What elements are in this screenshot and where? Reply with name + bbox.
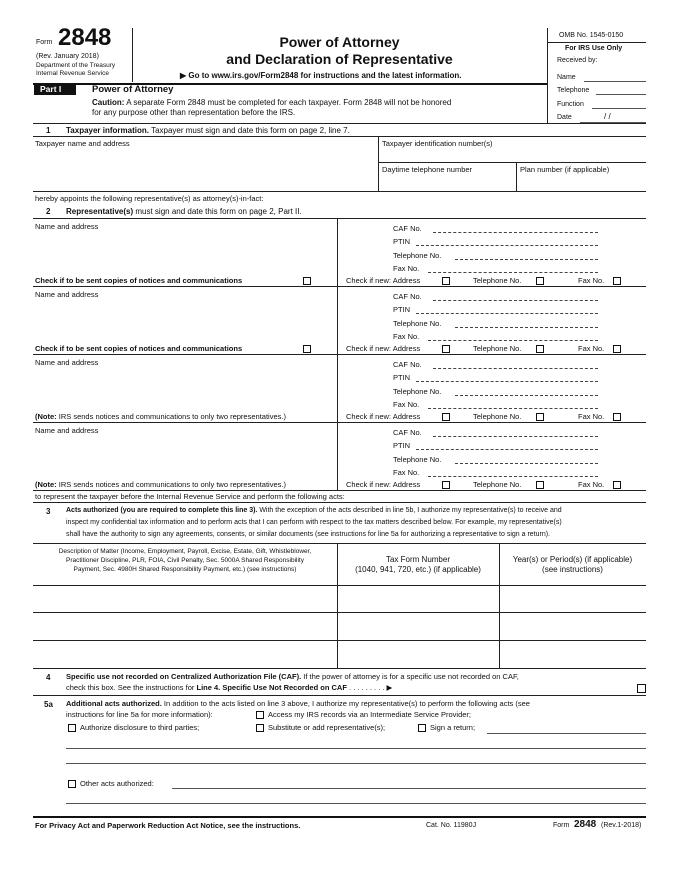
part-title: Power of Attorney [92,84,174,95]
other-acts-line-2[interactable] [66,803,646,804]
line5a-text2: instructions for line 5a for more information): [66,710,213,719]
rep4-new-fax-label: Fax No. [578,480,605,489]
catalog-number: Cat. No. 11980J [426,822,477,829]
daytime-phone-label: Daytime telephone number [382,165,473,174]
col-description-l1: Description of Matter (Income, Employment, Payroll, Excise, Estate, Gift, Whistleblower, [58,548,312,555]
rep2-telephone-field[interactable] [455,327,598,328]
rep1-new-fax-checkbox[interactable] [613,277,621,285]
rep1-name-address-label: Name and address [35,222,99,231]
rep1-new-tel-label: Telephone No. [473,276,522,285]
col-description-l2: Practitioner Discipline, PLR, FOIA, Civil Penalty, Sec. 5000A Shared Responsibility [66,557,304,564]
rep4-fax-label: Fax No. [393,468,420,477]
col-tax-form-l1: Tax Form Number [385,555,450,564]
rep3-new-tel-label: Telephone No. [473,412,522,421]
rep1-fax-label: Fax No. [393,264,420,273]
rep3-name-address-label: Name and address [35,358,99,367]
rep2-name-address-label: Name and address [35,290,99,299]
col-years-l1: Year(s) or Period(s) (if applicable) [512,555,633,564]
rep1-telephone-field[interactable] [455,259,598,260]
rep3-new-address-checkbox[interactable] [442,413,450,421]
omb-number: OMB No. 1545-0150 [559,32,624,39]
rep4-check-new-label: Check if new: Address [346,480,421,489]
irs-date-label: Date [557,114,572,121]
form-title-line1: Power of Attorney [279,34,400,50]
rep2-caf-field[interactable] [433,300,598,301]
rep2-new-address-checkbox[interactable] [442,345,450,353]
line4-number: 4 [46,673,51,682]
rep3-caf-label: CAF No. [393,360,422,369]
other-acts-field[interactable] [172,788,646,789]
rep4-new-tel-label: Telephone No. [473,480,522,489]
sign-return-label: Sign a return; [430,723,476,732]
rep3-new-tel-checkbox[interactable] [536,413,544,421]
table-row[interactable] [34,586,646,612]
rep2-copies-checkbox[interactable] [303,345,311,353]
line2-heading: Representative(s) must sign and date this form on page 2, Part II. [66,207,302,216]
line4-specific-use-checkbox[interactable] [637,684,646,693]
rep3-new-fax-checkbox[interactable] [613,413,621,421]
rep4-caf-field[interactable] [433,436,598,437]
irs-telephone-field[interactable] [596,94,646,95]
rep1-fax-field[interactable] [428,272,598,273]
col-description-l3: Payment, Sec. 4980H Shared Responsibility Payment, etc.) (see instructions) [73,566,297,573]
form-label: Form [36,39,53,46]
rep3-telephone-label: Telephone No. [393,387,442,396]
footer-revision: (Rev.1-2018) [601,822,642,829]
rep1-copies-checkbox[interactable] [303,277,311,285]
agency: Internal Revenue Service [36,70,109,77]
rep2-new-fax-checkbox[interactable] [613,345,621,353]
line2-number: 2 [46,207,51,216]
footer-form-label: Form [553,822,570,829]
rep4-ptin-label: PTIN [393,441,411,450]
caution-line1: Caution: A separate Form 2848 must be completed for each taxpayer. Form 2848 will not be honored [92,98,452,107]
revision-date: (Rev. January 2018) [36,53,99,60]
table-row[interactable] [34,613,646,639]
line1-heading: Taxpayer information. Taxpayer must sign and date this form on page 2, line 7. [66,126,350,135]
rep4-new-address-checkbox[interactable] [442,481,450,489]
rep2-ptin-label: PTIN [393,305,411,314]
plan-number-label: Plan number (if applicable) [520,165,610,174]
taxpayer-tin-label: Taxpayer identification number(s) [382,139,493,148]
substitute-rep-checkbox[interactable] [256,724,264,732]
rep2-new-tel-checkbox[interactable] [536,345,544,353]
access-records-label: Access my IRS records via an Intermediate Service Provider; [268,710,471,719]
rep1-caf-label: CAF No. [393,224,422,233]
rep3-note: (Note: IRS sends notices and communications to only two representatives.) [35,412,286,421]
rep2-new-tel-label: Telephone No. [473,344,522,353]
sign-return-field[interactable] [487,733,646,734]
rep1-ptin-field[interactable] [416,245,598,246]
rep1-check-new-label: Check if new: Address [346,276,421,285]
rep1-caf-field[interactable] [433,232,598,233]
irs-function-label: Function [557,101,584,108]
rep4-name-address-label: Name and address [35,426,99,435]
authorize-disclosure-checkbox[interactable] [68,724,76,732]
taxpayer-name-address-label: Taxpayer name and address [35,139,130,148]
rep4-caf-label: CAF No. [393,428,422,437]
line3-text3: shall have the authority to sign any agreements, consents, or similar documents (see instructions for line 5a for authorizing a representative to sign a return). [66,531,551,538]
rep4-new-fax-checkbox[interactable] [613,481,621,489]
rep2-telephone-label: Telephone No. [393,319,442,328]
instructions-link[interactable]: ▶ Go to www.irs.gov/Form2848 for instructions and the latest information. [180,71,462,80]
form-number: 2848 [58,24,112,51]
line3-number: 3 [46,507,51,516]
rep1-new-tel-checkbox[interactable] [536,277,544,285]
irs-date-slashes: / / [604,112,611,121]
rep3-ptin-label: PTIN [393,373,411,382]
rep2-check-new-label: Check if new: Address [346,344,421,353]
footer-form-number: 2848 [574,819,597,830]
appoints-text: hereby appoints the following representative(s) as attorney(s)-in-fact: [35,194,264,203]
col-tax-form-l2: (1040, 941, 720, etc.) (if applicable) [355,565,481,574]
rep1-ptin-label: PTIN [393,237,411,246]
rep1-telephone-label: Telephone No. [393,251,442,260]
rep4-telephone-field[interactable] [455,463,598,464]
irs-use-only: For IRS Use Only [565,45,623,52]
line1-number: 1 [46,126,51,135]
authorize-disclosure-label: Authorize disclosure to third parties; [80,723,200,732]
rep2-check-copies-label: Check if to be sent copies of notices and communications [35,344,243,353]
rep3-fax-field[interactable] [428,408,598,409]
rep2-fax-label: Fax No. [393,332,420,341]
privacy-notice: For Privacy Act and Paperwork Reduction Act Notice, see the instructions. [35,821,301,830]
line5a-number: 5a [44,700,53,709]
rep3-telephone-field[interactable] [455,395,598,396]
rep1-check-copies-label: Check if to be sent copies of notices and communications [35,276,243,285]
rep4-note: (Note: IRS sends notices and communications to only two representatives.) [35,480,286,489]
line4-text1: Specific use not recorded on Centralized Authorization File (CAF). If the power of attorney is for a specific use not recorded on CAF, [66,672,519,681]
rep2-fax-field[interactable] [428,340,598,341]
irs-function-field[interactable] [592,108,646,109]
sign-return-checkbox[interactable] [418,724,426,732]
rep4-ptin-field[interactable] [416,449,598,450]
rep4-new-tel-checkbox[interactable] [536,481,544,489]
other-acts-checkbox[interactable] [68,780,76,788]
rep3-ptin-field[interactable] [416,381,598,382]
irs-name-label: Name [557,74,576,81]
form-title-line2: and Declaration of Representative [226,51,453,67]
rep3-check-new-label: Check if new: Address [346,412,421,421]
line3-text2: inspect my confidential tax information and to perform acts that I can perform with respect to the tax matters described below. For example, my representative(s) [66,519,562,526]
caution-line2: for any purpose other than representation before the IRS. [92,108,296,117]
rep3-new-fax-label: Fax No. [578,412,605,421]
rep2-new-fax-label: Fax No. [578,344,605,353]
irs-name-field[interactable] [584,81,646,82]
table-row[interactable] [34,641,646,667]
other-acts-label: Other acts authorized: [80,779,154,788]
col-years-l2: (see instructions) [542,565,603,574]
rep2-caf-label: CAF No. [393,292,422,301]
line3-text1: Acts authorized (you are required to complete this line 3). With the exception of the acts described in line 5b, I authorize my representative(s) to receive and [66,507,562,514]
department: Department of the Treasury [36,62,116,69]
rep4-telephone-label: Telephone No. [393,455,442,464]
irs-telephone-label: Telephone [557,87,590,94]
rep1-new-fax-label: Fax No. [578,276,605,285]
access-records-checkbox[interactable] [256,711,264,719]
part-label: Part I [40,84,62,94]
acts-line-1[interactable] [66,748,646,749]
represent-text: to represent the taxpayer before the Internal Revenue Service and perform the following acts: [35,492,345,501]
rep3-fax-label: Fax No. [393,400,420,409]
rep2-ptin-field[interactable] [416,313,598,314]
substitute-rep-label: Substitute or add representative(s); [268,723,386,732]
rep3-caf-field[interactable] [433,368,598,369]
rep1-new-address-checkbox[interactable] [442,277,450,285]
line5a-text1: Additional acts authorized. In addition to the acts listed on line 3 above, I authorize my representative(s) to perform the following acts (see [66,699,530,708]
rep4-fax-field[interactable] [428,476,598,477]
acts-line-2[interactable] [66,763,646,764]
line4-text2: check this box. See the instructions for Line 4. Specific Use Not Recorded on CAF . . . . . . . . . ▶ [66,683,393,692]
received-by-label: Received by: [557,57,598,64]
